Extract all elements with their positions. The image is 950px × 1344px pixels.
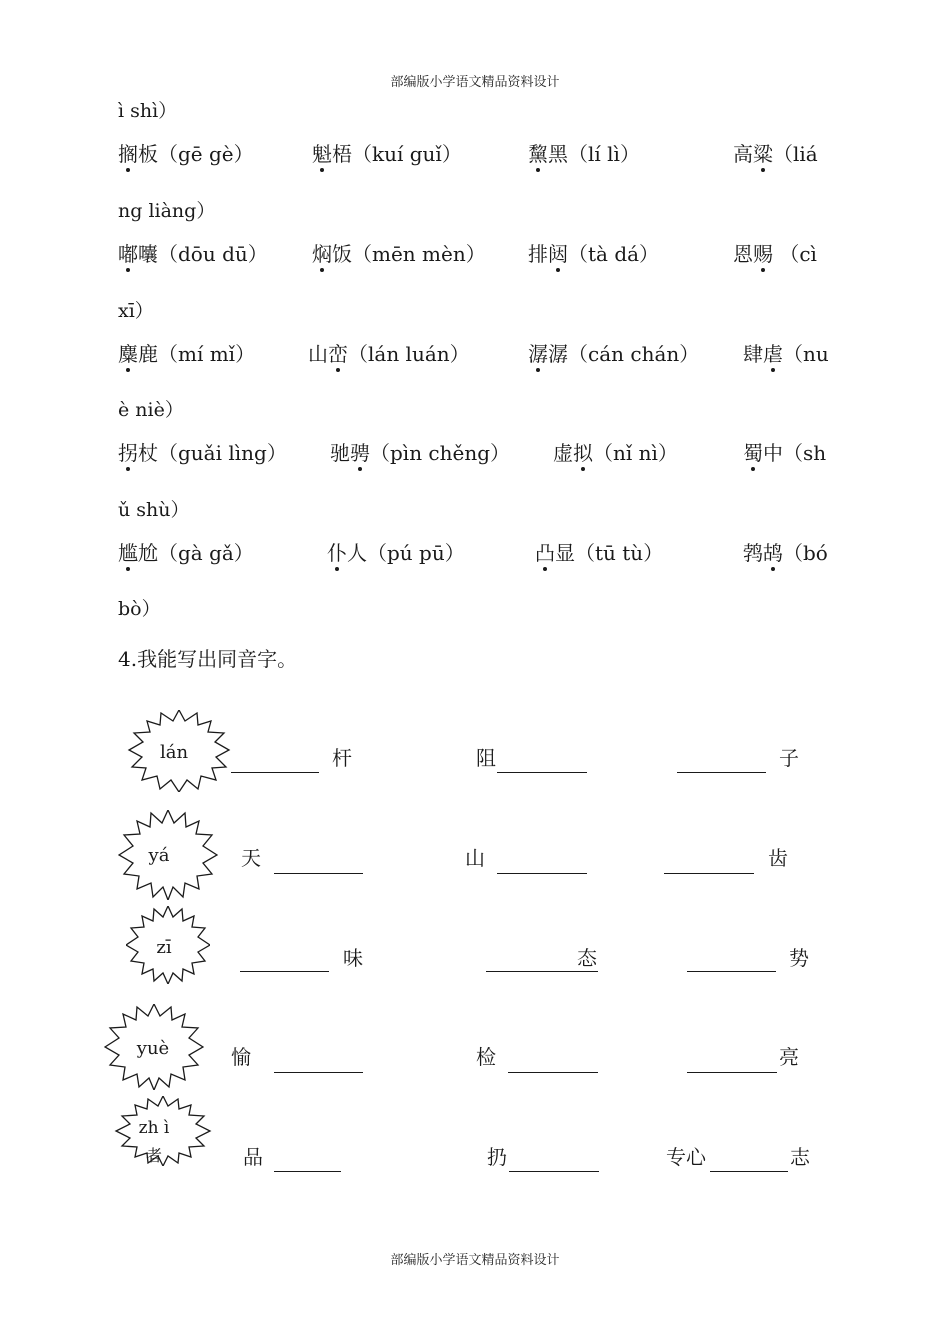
- pinyin-text: （liá: [773, 142, 818, 166]
- plain-char: 虚: [553, 441, 573, 465]
- pinyin-item: [308, 340, 470, 368]
- continuation-line: ǔ shù）: [118, 499, 190, 521]
- pinyin-label: zī: [156, 937, 172, 958]
- given-char: 势: [789, 946, 809, 970]
- dotted-char: 骋: [350, 441, 370, 465]
- answer-blank[interactable]: [508, 1072, 598, 1073]
- pinyin-item: [118, 340, 255, 368]
- given-char: 杆: [332, 746, 352, 770]
- plain-char: 高: [733, 142, 753, 166]
- continuation-line: è niè）: [118, 399, 184, 421]
- answer-blank[interactable]: [677, 772, 766, 773]
- given-char: 扔: [487, 1145, 507, 1169]
- pinyin-item: [312, 240, 486, 268]
- pinyin-item: [743, 439, 826, 467]
- answer-blank[interactable]: [497, 772, 587, 773]
- page-footer: 部编版小学语文精品资料设计: [390, 1253, 560, 1268]
- pinyin-text: （pìn chěng）: [370, 441, 511, 465]
- given-char: 志: [790, 1145, 810, 1169]
- dotted-char: 拐: [118, 441, 138, 465]
- given-char: 态: [577, 946, 597, 970]
- pinyin-text: 鹿（mí mǐ）: [138, 342, 256, 366]
- dotted-char: 蜀: [743, 441, 763, 465]
- pinyin-item: [312, 140, 462, 168]
- given-char: 品: [243, 1145, 263, 1169]
- pinyin-text: 尬（gà gǎ）: [138, 541, 254, 565]
- answer-blank[interactable]: [664, 873, 754, 874]
- pinyin-label: zh ì: [138, 1118, 170, 1138]
- dotted-char: 虐: [763, 342, 783, 366]
- answer-blank[interactable]: [509, 1171, 599, 1172]
- pinyin-text: 板（gē gè）: [138, 142, 254, 166]
- dotted-char: 潺: [528, 342, 548, 366]
- pinyin-item: [118, 240, 268, 268]
- answer-blank[interactable]: [240, 971, 329, 972]
- pinyin-item: [327, 539, 465, 567]
- pinyin-item: [528, 240, 659, 268]
- page-header: 部编版小学语文精品资料设计: [390, 75, 560, 90]
- given-char: 齿: [768, 846, 788, 870]
- given-char: 专心: [666, 1145, 706, 1169]
- answer-blank[interactable]: [231, 772, 319, 773]
- dotted-char: 峦: [328, 342, 348, 366]
- given-char: 亮: [779, 1045, 799, 1069]
- answer-blank[interactable]: [710, 1171, 788, 1172]
- dotted-char: 焖: [312, 242, 332, 266]
- pinyin-item: [535, 539, 663, 567]
- pinyin-text: 人（pú pū）: [347, 541, 465, 565]
- dotted-char: 魁: [312, 142, 332, 166]
- pinyin-text: （lán luán）: [348, 342, 470, 366]
- pinyin-label: lán: [159, 742, 189, 763]
- pinyin-text: 中（sh: [763, 441, 827, 465]
- answer-blank[interactable]: [687, 971, 776, 972]
- pinyin-text: （bó: [783, 541, 828, 565]
- dotted-char: 仆: [327, 541, 347, 565]
- dotted-char: 尴: [118, 541, 138, 565]
- answer-blank[interactable]: [497, 873, 587, 874]
- pinyin-label: yá: [148, 845, 170, 866]
- continuation-line: ì shì）: [118, 100, 178, 122]
- answer-blank[interactable]: [274, 1072, 363, 1073]
- pinyin-text: 黑（lí lì）: [548, 142, 640, 166]
- pinyin-text: （nǐ nì）: [593, 441, 678, 465]
- pinyin-item: [118, 539, 254, 567]
- pinyin-item: [553, 439, 678, 467]
- continuation-line: ng liàng）: [118, 200, 216, 222]
- given-char: 天: [241, 846, 261, 870]
- given-char: 检: [476, 1045, 496, 1069]
- given-char: 山: [465, 846, 485, 870]
- pinyin-item: [118, 140, 254, 168]
- section-title: 4.我能写出同音字。: [118, 647, 298, 671]
- answer-blank[interactable]: [274, 873, 363, 874]
- dotted-char: 麋: [118, 342, 138, 366]
- overflow-char: 者: [146, 1146, 163, 1165]
- dotted-char: 搁: [118, 142, 138, 166]
- pinyin-text: 囔（dōu dū）: [138, 242, 268, 266]
- dotted-char: 凸: [535, 541, 555, 565]
- pinyin-text: 杖（guǎi lìng）: [138, 441, 287, 465]
- continuation-line: xī）: [118, 300, 154, 322]
- pinyin-item: [743, 340, 829, 368]
- given-char: 子: [779, 746, 799, 770]
- answer-blank[interactable]: [274, 1171, 341, 1172]
- dotted-char: 嘟: [118, 242, 138, 266]
- plain-char: 排: [528, 242, 548, 266]
- pinyin-text: 梧（kuí guǐ）: [332, 142, 462, 166]
- plain-char: 恩: [733, 242, 753, 266]
- answer-blank[interactable]: [687, 1072, 777, 1073]
- pinyin-text: （nu: [783, 342, 829, 366]
- pinyin-text: （tà dá）: [568, 242, 660, 266]
- pinyin-item: [528, 340, 699, 368]
- answer-blank[interactable]: [486, 971, 598, 972]
- dotted-char: 粱: [753, 142, 773, 166]
- plain-char: 鹁: [743, 541, 763, 565]
- pinyin-item: [733, 240, 817, 268]
- given-char: 愉: [231, 1045, 251, 1069]
- given-char: 阻: [476, 746, 496, 770]
- pinyin-item: [330, 439, 510, 467]
- continuation-line: bò）: [118, 598, 161, 620]
- dotted-char: 黧: [528, 142, 548, 166]
- plain-char: 肆: [743, 342, 763, 366]
- pinyin-item: [528, 140, 640, 168]
- dotted-char: 拟: [573, 441, 593, 465]
- pinyin-item: [118, 439, 287, 467]
- pinyin-text: 潺（cán chán）: [548, 342, 700, 366]
- pinyin-label: yuè: [136, 1038, 170, 1059]
- pinyin-item: [743, 539, 828, 567]
- dotted-char: 闼: [548, 242, 568, 266]
- given-char: 味: [343, 946, 363, 970]
- pinyin-text: 饭（mēn mèn）: [332, 242, 486, 266]
- plain-char: 山: [308, 342, 328, 366]
- dotted-char: 鸪: [763, 541, 783, 565]
- plain-char: 驰: [330, 441, 350, 465]
- pinyin-text: 显（tū tù）: [555, 541, 664, 565]
- dotted-char: 赐: [753, 242, 773, 266]
- pinyin-text: （cì: [773, 242, 817, 266]
- pinyin-item: [733, 140, 818, 168]
